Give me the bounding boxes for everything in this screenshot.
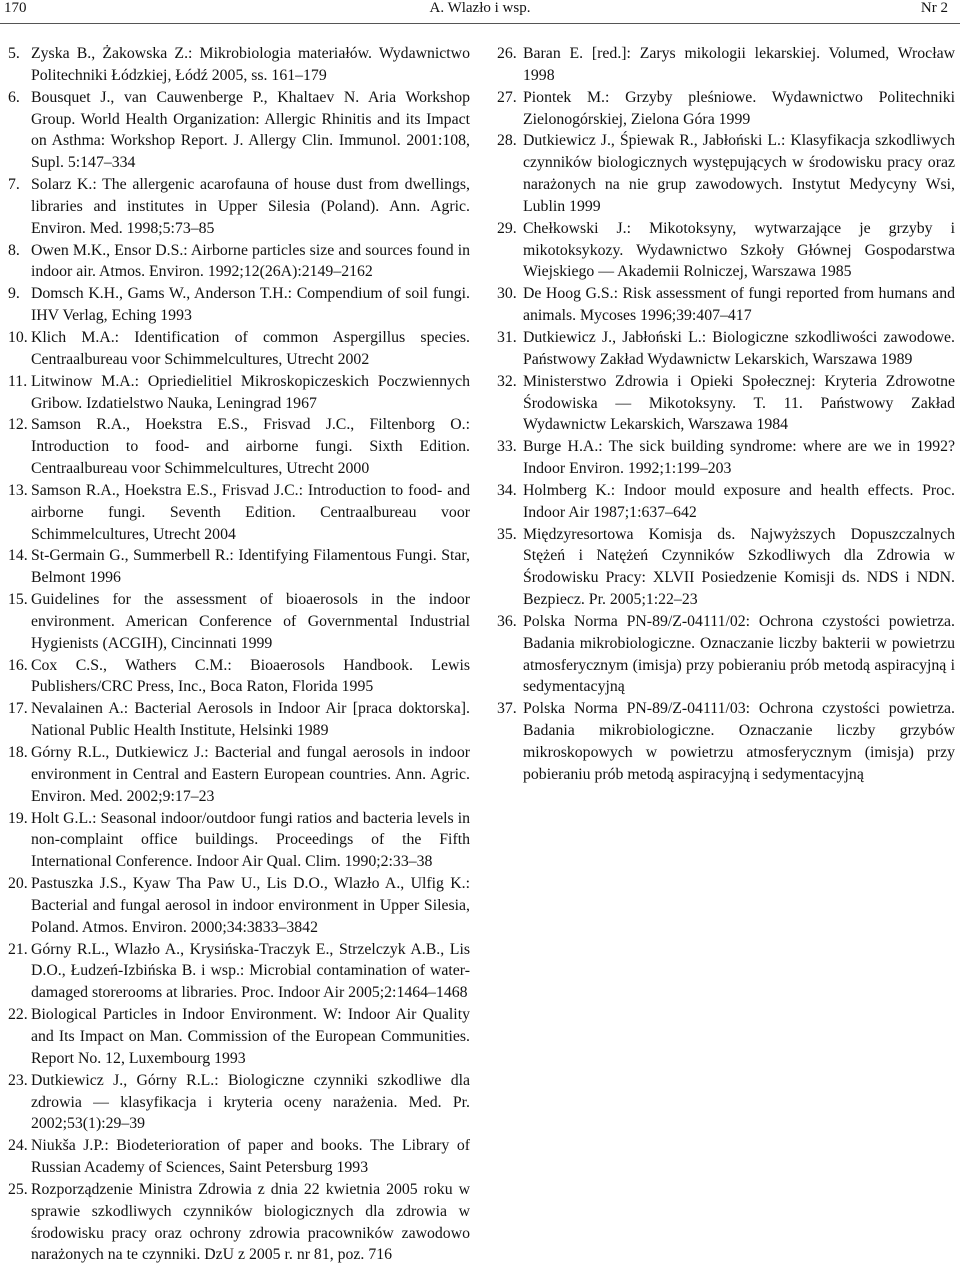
reference-number: 25. [8,1180,28,1198]
reference-number: 26. [497,45,517,62]
reference-text: Owen M.K., Ensor D.S.: Airborne particles size and sources found in indoor air. Atmos. Environ. 1992;12(26A):2149–2162 [31,241,470,281]
reference-text: Nevalainen A.: Bacterial Aerosols in Indoor Air [praca doktorska]. National Public Health Institute, Helsinki 1989 [31,700,470,740]
reference-number: 9. [8,285,20,303]
reference-item [497,87,955,131]
reference-text: Holt G.L.: Seasonal indoor/outdoor fungi ratios and bacteria levels in non-complaint office buildings. Proceedings of the Fifth International Conference. Indoor Air Qual. Clim. 1990;2:33–38 [31,809,470,871]
reference-text: Klich M.A.: Identification of common Aspergillus species. Centraalbureau voor Schimmelcultures, Utrecht 2002 [31,328,470,368]
reference-item [8,545,470,589]
reference-text: Guidelines for the assessment of bioaerosols in the indoor environment. American Conference of Governmental Industrial Hygienists (ACGIH), Cincinnati 1999 [31,591,470,652]
reference-item [8,371,470,415]
reference-item [8,655,470,699]
reference-item [497,130,955,217]
references-right-column [497,43,955,786]
reference-item [8,240,470,284]
page-number: 170 [4,0,27,16]
reference-number: 19. [8,809,28,827]
reference-item [497,43,955,87]
reference-number: 11. [8,372,28,390]
reference-text: De Hoog G.S.: Risk assessment of fungi reported from humans and animals. Mycoses 1996;39:407–417 [523,285,955,325]
reference-text: Cox C.S., Wathers C.M.: Bioaerosols Handbook. Lewis Publishers/CRC Press, Inc., Boca Raton, Florida 1995 [31,656,470,696]
reference-number: 6. [8,88,20,106]
reference-item [8,1004,470,1070]
reference-number: 35. [497,525,517,543]
reference-item [497,218,955,284]
reference-text: Polska Norma PN-89/Z-04111/02: Ochrona czystości powietrza. Badania mikrobiologiczne. Oznaczanie liczby bakterii w powietrzu atmosferycznym (imisja) przy pobieraniu prób metodą aspiracyjną i sedymentacyjną [523,612,955,696]
reference-text: Samson R.A., Hoekstra E.S., Frisvad J.C., Filtenborg O.: Introduction to food- and airborne fungi. Sixth Edition. Centraalbureau voor Schimmelcultures, Utrecht 2000 [31,416,470,478]
running-head: A. Wlazło i wsp. [429,0,531,16]
references-left-column [8,43,470,1266]
reference-text: St-Germain G., Summerbell R.: Identifying Filamentous Fungi. Star, Belmont 1996 [31,547,470,587]
reference-text: Burge H.A.: The sick building syndrome: where are we in 1992? Indoor Environ. 1992;1:199–203 [523,438,955,478]
reference-number: 30. [497,285,517,303]
reference-item [8,698,470,742]
reference-number: 14. [8,547,28,565]
reference-item [497,283,955,327]
reference-number: 5. [8,45,20,62]
reference-number: 12. [8,416,28,434]
reference-number: 27. [497,88,517,106]
reference-item [8,327,470,371]
reference-number: 22. [8,1006,28,1024]
reference-text: Samson R.A., Hoekstra E.S., Frisvad J.C.: Introduction to food- and airborne fungi. Seventh Edition. Centraalbureau voor Schimmelcultures, Utrecht 2004 [31,481,470,543]
reference-text: Niukša J.P.: Biodeterioration of paper and books. The Library of Russian Academy of Sciences, Saint Petersburg 1993 [31,1137,470,1177]
reference-number: 18. [8,744,28,761]
reference-item [8,1135,470,1179]
reference-text: Biological Particles in Indoor Environment. W: Indoor Air Quality and Its Impact on Man. Commission of the European Communities. Report No. 12, Luxembourg 1993 [31,1006,470,1067]
reference-text: Piontek M.: Grzyby pleśniowe. Wydawnictwo Politechniki Zielonogórskiej, Zielona Góra 1999 [523,88,955,128]
reference-item [8,480,470,546]
reference-item [497,524,955,611]
reference-number: 13. [8,481,28,499]
reference-text: Dutkiewicz J., Jabłoński L.: Biologiczne szkodliwości zawodowe. Państwowy Zakład Wydawnictw Lekarskich, Warszawa 1989 [523,328,955,368]
reference-number: 10. [8,328,28,346]
header-rule [0,23,960,24]
reference-number: 20. [8,875,28,893]
reference-text: Górny R.L., Wlazło A., Krysińska-Traczyk E., Strzelczyk A.B., Lis D.O., Łudzeń-Izbińska B. i wsp.: Microbial contamination of water-damaged storerooms at libraries. Proc. Indoor Air 2005;2:1464–1468 [31,940,470,1002]
reference-number: 8. [8,241,20,259]
reference-text: Górny R.L., Dutkiewicz J.: Bacterial and fungal aerosols in indoor environment in Central and Eastern European countries. Ann. Agric. Environ. Med. 2002;9:17–23 [31,744,470,805]
reference-item [8,742,470,808]
reference-text: Litwinow M.A.: Opriedielitiel Mikroskopiczeskich Poczwiennych Gribow. Izdatielstwo Nauka, Leningrad 1967 [31,372,470,412]
reference-number: 7. [8,176,20,194]
issue-number: Nr 2 [920,0,948,16]
reference-number: 31. [497,328,517,346]
reference-text: Międzyresortowa Komisja ds. Najwyższych Dopuszczalnych Stężeń i Natężeń Czynników Szkodliwych dla Zdrowia w Środowisku Pracy: XLVII Posiedzenie Komisji ds. NDS i NDN. Bezpiecz. Pr. 2005;1:22–23 [523,525,955,609]
reference-number: 34. [497,481,517,499]
reference-item [8,1179,470,1266]
reference-number: 16. [8,656,28,674]
reference-item [8,283,470,327]
reference-text: Solarz K.: The allergenic acarofauna of house dust from dwellings, libraries and institutes in Upper Silesia (Poland). Ann. Agric. Environ. Med. 1998;5:73–85 [31,176,470,237]
reference-number: 36. [497,612,517,630]
reference-item [8,174,470,240]
reference-text: Zyska B., Żakowska Z.: Mikrobiologia materiałów. Wydawnictwo Politechniki Łódzkiej, Łódź 2005, ss. 161–179 [31,45,470,84]
reference-item [8,1070,470,1136]
reference-number: 33. [497,438,517,456]
reference-text: Rozporządzenie Ministra Zdrowia z dnia 22 kwietnia 2005 roku w sprawie szkodliwych czynników biologicznych dla zdrowia w środowisku pracy oraz ochrony zdrowia pracowników zawodowo narażonych na te czynniki. DzU z 2005 r. nr 81, poz. 716 [31,1180,470,1264]
reference-item [497,371,955,437]
reference-text: Pastuszka J.S., Kyaw Tha Paw U., Lis D.O., Wlazło A., Ulfig K.: Bacterial and fungal aerosol in indoor environment in Upper Silesia, Poland. Atmos. Environ. 2000;34:3833–3842 [31,875,470,936]
reference-number: 28. [497,132,517,150]
reference-text: Chełkowski J.: Mikotoksyny, wytwarzające je grzyby i mikotoksykozy. Wydawnictwo Szkoły Głównej Gospodarstwa Wiejskiego — Akademii Rolniczej, Warszawa 1985 [523,219,955,281]
reference-item [8,873,470,939]
reference-item [8,939,470,1005]
reference-text: Ministerstwo Zdrowia i Opieki Społecznej: Kryteria Zdrowotne Środowiska — Mikotoksyny. T. 11. Państwowy Zakład Wydawnictw Lekarskich, Warszawa 1984 [523,372,955,434]
reference-item [8,414,470,480]
reference-text: Dutkiewicz J., Śpiewak R., Jabłoński L.: Klasyfikacja szkodliwych czynników biologicznych występujących w środowisku pracy oraz narażonych na nie grup zawodowych. Instytut Medycyny Wsi, Lublin 1999 [523,132,955,215]
reference-number: 23. [8,1071,28,1089]
reference-item [497,327,955,371]
reference-text: Baran E. [red.]: Zarys mikologii lekarskiej. Volumed, Wrocław 1998 [523,45,955,84]
reference-number: 29. [497,219,517,237]
reference-item [497,436,955,480]
page-header [0,0,960,22]
reference-item [497,698,955,785]
reference-number: 21. [8,940,28,958]
reference-number: 17. [8,700,28,718]
reference-number: 24. [8,1137,28,1155]
reference-number: 15. [8,591,28,609]
reference-item [8,87,470,174]
reference-text: Polska Norma PN-89/Z-04111/03: Ochrona czystości powietrza. Badania mikrobiologiczne. Oznaczanie liczby grzybów mikroskopowych w powietrzu atmosferycznym (imisja) przy pobieraniu prób metodą aspiracyjną i sedymentacyjną [523,700,955,783]
reference-text: Dutkiewicz J., Górny R.L.: Biologiczne czynniki szkodliwe dla zdrowia — klasyfikacja i kryteria oceny narażenia. Med. Pr. 2002;53(1):29–39 [31,1071,470,1133]
reference-item [497,611,955,698]
reference-text: Bousquet J., van Cauwenberge P., Khaltaev N. Aria Workshop Group. World Health Organization: Allergic Rhinitis and its Impact on Asthma: Workshop Report. J. Allergy Clin. Immunol. 2001:108, Supl. 5:147–334 [31,88,470,172]
reference-text: Domsch K.H., Gams W., Anderson T.H.: Compendium of soil fungi. IHV Verlag, Eching 1993 [31,285,470,325]
reference-number: 32. [497,372,517,390]
reference-item [8,589,470,655]
reference-text: Holmberg K.: Indoor mould exposure and health effects. Proc. Indoor Air 1987;1:637–642 [523,481,955,521]
reference-item [8,808,470,874]
reference-item [497,480,955,524]
reference-item [8,43,470,87]
reference-number: 37. [497,700,517,718]
